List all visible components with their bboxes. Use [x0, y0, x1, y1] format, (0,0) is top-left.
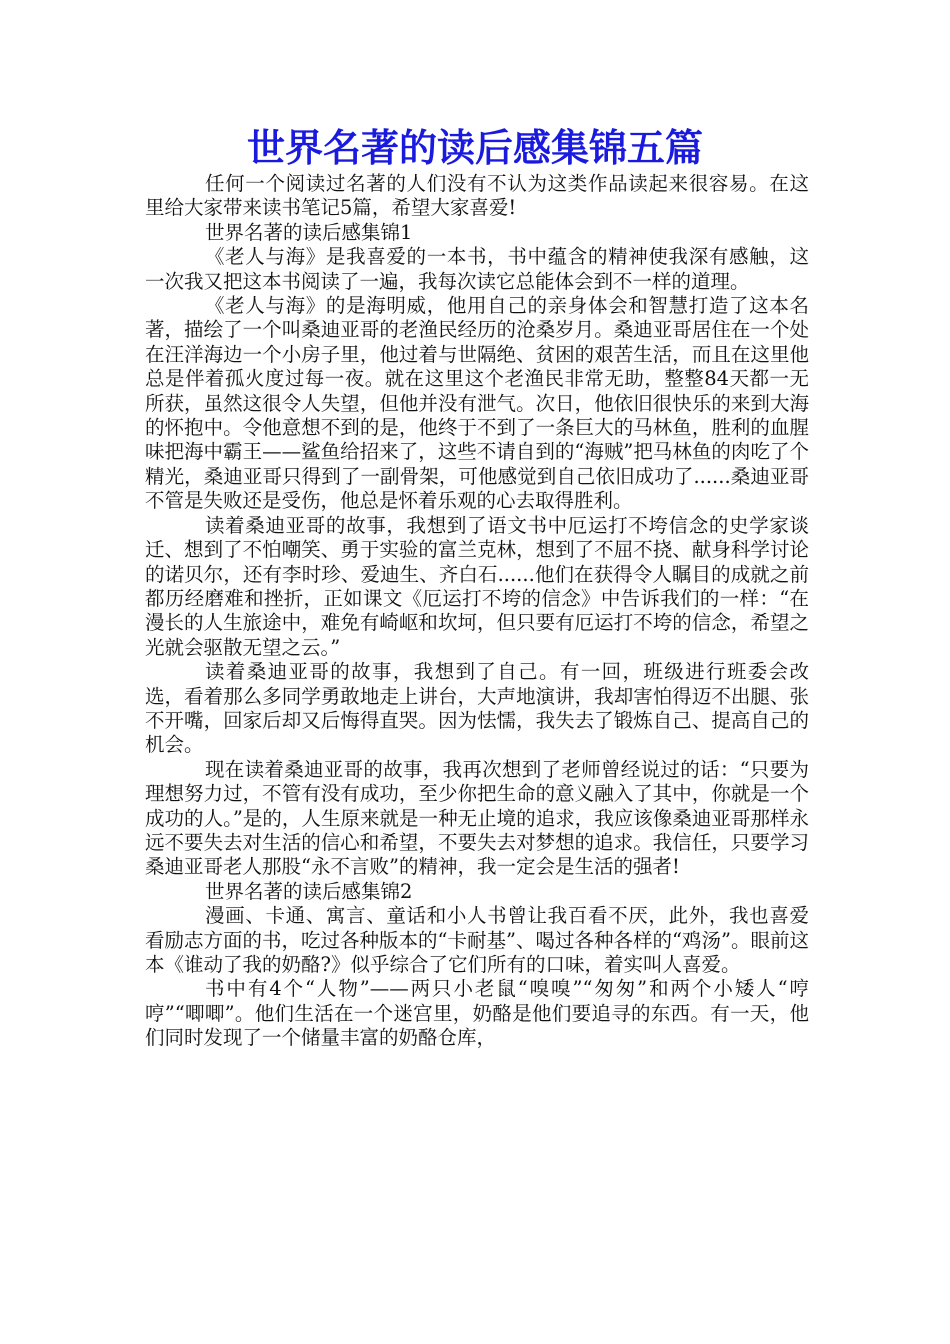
section-heading-2: 世界名著的读后感集锦2	[205, 879, 413, 903]
paragraph: 读着桑迪亚哥的故事，我想到了语文书中厄运打不垮信念的史学家谈迁、想到了不怕嘲笑、勇于实验的富兰克林，想到了不屈不挠、献身科学讨论的诺贝尔，还有李时珍、爱迪生、齐白石......他们在获得令人瞩目的成就之前都历经磨难和挫折，正如课文《厄运打不垮的信念》中告诉我们的一样：“在漫长的人生旅途中，难免有崎岖和坎坷，但只要有厄运打不垮的信念，希望之光就会驱散无望之云。”	[145, 513, 809, 659]
document-body	[145, 172, 809, 1051]
paragraph: 漫画、卡通、寓言、童话和小人书曾让我百看不厌，此外，我也喜爱看励志方面的书，吃过各种版本的“卡耐基”、喝过各种各样的“鸡汤”。眼前这本《谁动了我的奶酪?》似乎综合了它们所有的口味，着实叫人喜爱。	[145, 904, 809, 976]
paragraph: 《老人与海》是我喜爱的一本书，书中蕴含的精神使我深有感触，这一次我又把这本书阅读了一遍，我每次读它总能体会到不一样的道理。	[145, 245, 809, 293]
paragraph: 书中有4个“人物”——两只小老鼠“嗅嗅”“匆匆”和两个小矮人“哼哼”“唧唧”。他们生活在一个迷宫里，奶酪是他们要追寻的东西。有一天，他们同时发现了一个储量丰富的奶酪仓库，	[145, 977, 809, 1050]
paragraph: 《老人与海》的是海明威，他用自己的亲身体会和智慧打造了这本名著，描绘了一个叫桑迪亚哥的老渔民经历的沧桑岁月。桑迪亚哥居住在一个处在汪洋海边一个小房子里，他过着与世隔绝、贫困的艰苦生活，而且在这里他总是伴着孤火度过每一夜。就在这里这个老渔民非常无助，整整84天都一无所获，虽然这很令人失望，但他并没有泄气。次日，他依旧很快乐的来到大海的怀抱中。令他意想不到的是，他终于不到了一条巨大的马林鱼，胜利的血腥味把海中霸王——鲨鱼给招来了，这些不请自到的“海贼”把马林鱼的肉吃了个精光，桑迪亚哥只得到了一副骨架，可他感觉到自己依旧成功了......桑迪亚哥不管是失败还是受伤，他总是怀着乐观的心去取得胜利。	[145, 294, 809, 513]
section-heading-1: 世界名著的读后感集锦1	[205, 220, 413, 244]
intro-paragraph: 任何一个阅读过名著的人们没有不认为这类作品读起来很容易。在这里给大家带来读书笔记5篇，希望大家喜爱!	[145, 172, 809, 220]
paragraph: 读着桑迪亚哥的故事，我想到了自己。有一回，班级进行班委会改选，看着那么多同学勇敢地走上讲台，大声地演讲，我却害怕得迈不出腿、张不开嘴，回家后却又后悔得直哭。因为怯懦，我失去了锻炼自己、提高自己的机会。	[145, 660, 809, 757]
paragraph: 现在读着桑迪亚哥的故事，我再次想到了老师曾经说过的话：“只要为理想努力过，不管有没有成功，至少你把生命的意义融入了其中，你就是一个成功的人。”是的，人生原来就是一种无止境的追求，我应该像桑迪亚哥那样永远不要失去对生活的信心和希望，不要失去对梦想的追求。我信任，只要学习桑迪亚哥老人那股“永不言败”的精神，我一定会是生活的强者!	[145, 757, 809, 879]
document-title: 世界名著的读后感集锦五篇	[246, 125, 703, 170]
